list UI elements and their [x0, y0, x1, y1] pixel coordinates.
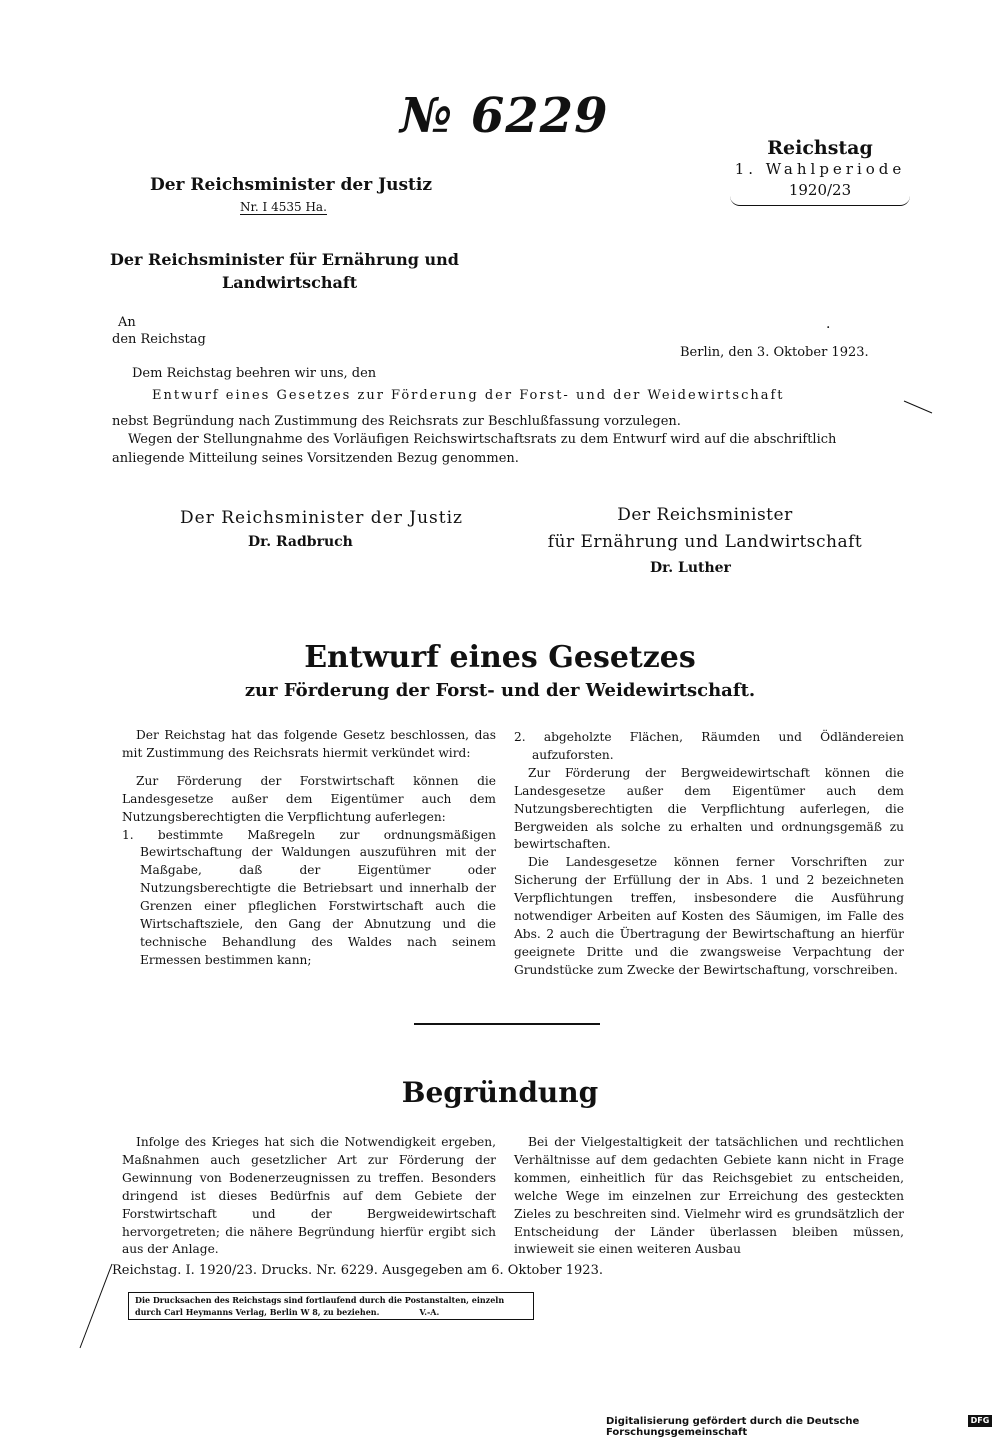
begruendung-right-column — [514, 1134, 904, 1259]
period-years: 1920/23 — [730, 180, 910, 206]
distribution-notice — [128, 1292, 534, 1320]
begruendung-left-text: Infolge des Krieges hat sich die Notwendigkeit ergeben, Maßnahmen auch gesetzlicher Art zur Förderung der Gewinnung von Bodenerzeugnissen zu treffen. Besonders dringend ist dieses Bedürfnis auf dem Gebiete der Forstwirtschaft und der Bergweidewirtschaft hervorgetreten; die nähere Begründung hierfür ergibt sich aus der Anlage. — [122, 1135, 496, 1257]
sender-justiz: Der Reichsminister der Justiz — [150, 175, 433, 195]
begruendung-left-column — [122, 1134, 496, 1259]
section-divider — [414, 1023, 600, 1025]
letter-paragraph-4: Wegen der Stellungnahme des Vorläufigen Reichswirtschaftsrats zu dem Entwurf wird auf die abschriftlich — [128, 432, 837, 447]
letter-paragraph-1: Dem Reichstag beehren wir uns, den — [132, 366, 377, 381]
draft-subtitle: zur Förderung der Forst- und der Weidewirtschaft. — [244, 680, 756, 701]
notice-line2-text: durch Carl Heymanns Verlag, Berlin W 8, zu beziehen. — [135, 1307, 380, 1317]
signature-left-name: Dr. Radbruch — [248, 534, 353, 550]
sender-ernaehrung-line2: Landwirtschaft — [222, 273, 358, 292]
begruendung-right-text: Bei der Vielgestaltigkeit der tatsächlichen und rechtlichen Verhältnisse auf dem gedachten Gebiete kann nicht in Frage kommen, einheitlich für das Reichsgebiet zu entscheiden, welche Wege im einzelnen zur Erreichung des gesteckten Zieles zu beschreiten sind. Vielmehr wird es grundsätzlich der Entscheidung der Länder überlassen bleiben müssen, inwieweit sie einen weiteren Ausbau — [514, 1135, 904, 1257]
draft-title: Entwurf eines Gesetzes — [304, 640, 696, 675]
dfg-credit: Digitalisierung gefördert durch die Deutsche Forschungsgemeinschaft — [606, 1416, 860, 1438]
notice-line1: Die Drucksachen des Reichstags sind fortlaufend durch die Postanstalten, einzeln — [135, 1295, 505, 1305]
sender-ernaehrung-line1: Der Reichsminister für Ernährung und — [110, 250, 459, 269]
notice-mark: V.-A. — [419, 1307, 440, 1317]
letter-date: Berlin, den 3. Oktober 1923. — [680, 345, 869, 360]
signature-right-line1: Der Reichsminister — [617, 505, 793, 525]
begruendung-title: Begründung — [401, 1076, 599, 1109]
signature-right-name: Dr. Luther — [650, 560, 731, 576]
dfg-logo: DFG — [968, 1415, 992, 1427]
draft-left-column — [122, 727, 496, 970]
signature-left-title: Der Reichsminister der Justiz — [180, 508, 463, 528]
reference-number: Nr. I 4535 Ha. — [240, 200, 327, 214]
reichstag-label: Reichstag — [767, 137, 873, 159]
wahlperiode-label: 1. Wahlperiode — [734, 160, 906, 178]
reichstag-header — [730, 138, 910, 206]
stray-dot: · — [826, 320, 831, 336]
letter-paragraph-2: Entwurf eines Gesetzes zur Förderung der Forst- und der Weidewirtschaft — [152, 388, 785, 403]
signature-right-title — [535, 502, 875, 556]
document-number: № 6229 — [400, 88, 609, 144]
signature-right-line2: für Ernährung und Landwirtschaft — [547, 532, 863, 552]
draft-left-p2: Zur Förderung der Forstwirtschaft können die Landesgesetze außer dem Eigentümer auch dem Nutzungsberechtigten die Verpflichtung auferlegen: — [122, 773, 496, 824]
letter-paragraph-5: anliegende Mitteilung seines Vorsitzenden Bezug genommen. — [112, 451, 519, 466]
draft-right-column — [514, 729, 904, 980]
margin-slash — [76, 1262, 116, 1352]
draft-right-p3: Die Landesgesetze können ferner Vorschriften zur Sicherung der Erfüllung der in Abs. 1 und 2 bezeichneten Verpflichtungen treffen, insbesondere die Ausführung notwendiger Arbeiten auf Kosten des Säumigen, im Falle des Abs. 2 auch die Übertragung der Bewirtschaftung an hierfür geeignete Dritte und die zwangsweise Verpachtung der Grundstücke zum Zwecke der Bewirtschaftung, vorschreiben. — [514, 855, 904, 977]
draft-right-p1: 2. abgeholzte Flächen, Räumden und Ödländereien aufzuforsten. — [514, 730, 904, 762]
letter-paragraph-3: nebst Begründung nach Zustimmung des Reichsrats zur Beschlußfassung vorzulegen. — [112, 414, 681, 429]
address-line1: An — [118, 315, 136, 330]
margin-mark — [902, 398, 936, 418]
draft-right-p2: Zur Förderung der Bergweidewirtschaft können die Landesgesetze außer dem Eigentümer auch dem Nutzungsberechtigten die Verpflichtung auferlegen, die Bergweiden als solche zu erhalten und ordnungsgemäß zu bewirtschaften. — [514, 765, 904, 852]
print-footer: Reichstag. I. 1920/23. Drucks. Nr. 6229. Ausgegeben am 6. Oktober 1923. — [112, 1263, 603, 1278]
draft-left-p1: Der Reichstag hat das folgende Gesetz beschlossen, das mit Zustimmung des Reichsrats hiermit verkündet wird: — [122, 728, 496, 760]
sender-ernaehrung — [110, 248, 459, 294]
address-line2: den Reichstag — [112, 332, 206, 347]
notice-line2 — [135, 1306, 527, 1318]
address-block — [112, 314, 206, 348]
draft-left-p3: 1. bestimmte Maßregeln zur ordnungsmäßigen Bewirtschaftung der Waldungen auszuführen mit der Maßgabe, daß der Eigentümer oder Nutzungsberechtigte die Betriebsart und innerhalb der Grenzen einer pfleglichen Forstwirtschaft auch die Wirtschaftsziele, den Gang der Abnutzung und die technische Behandlung des Waldes nach seinem Ermessen bestimmen kann; — [122, 827, 496, 967]
